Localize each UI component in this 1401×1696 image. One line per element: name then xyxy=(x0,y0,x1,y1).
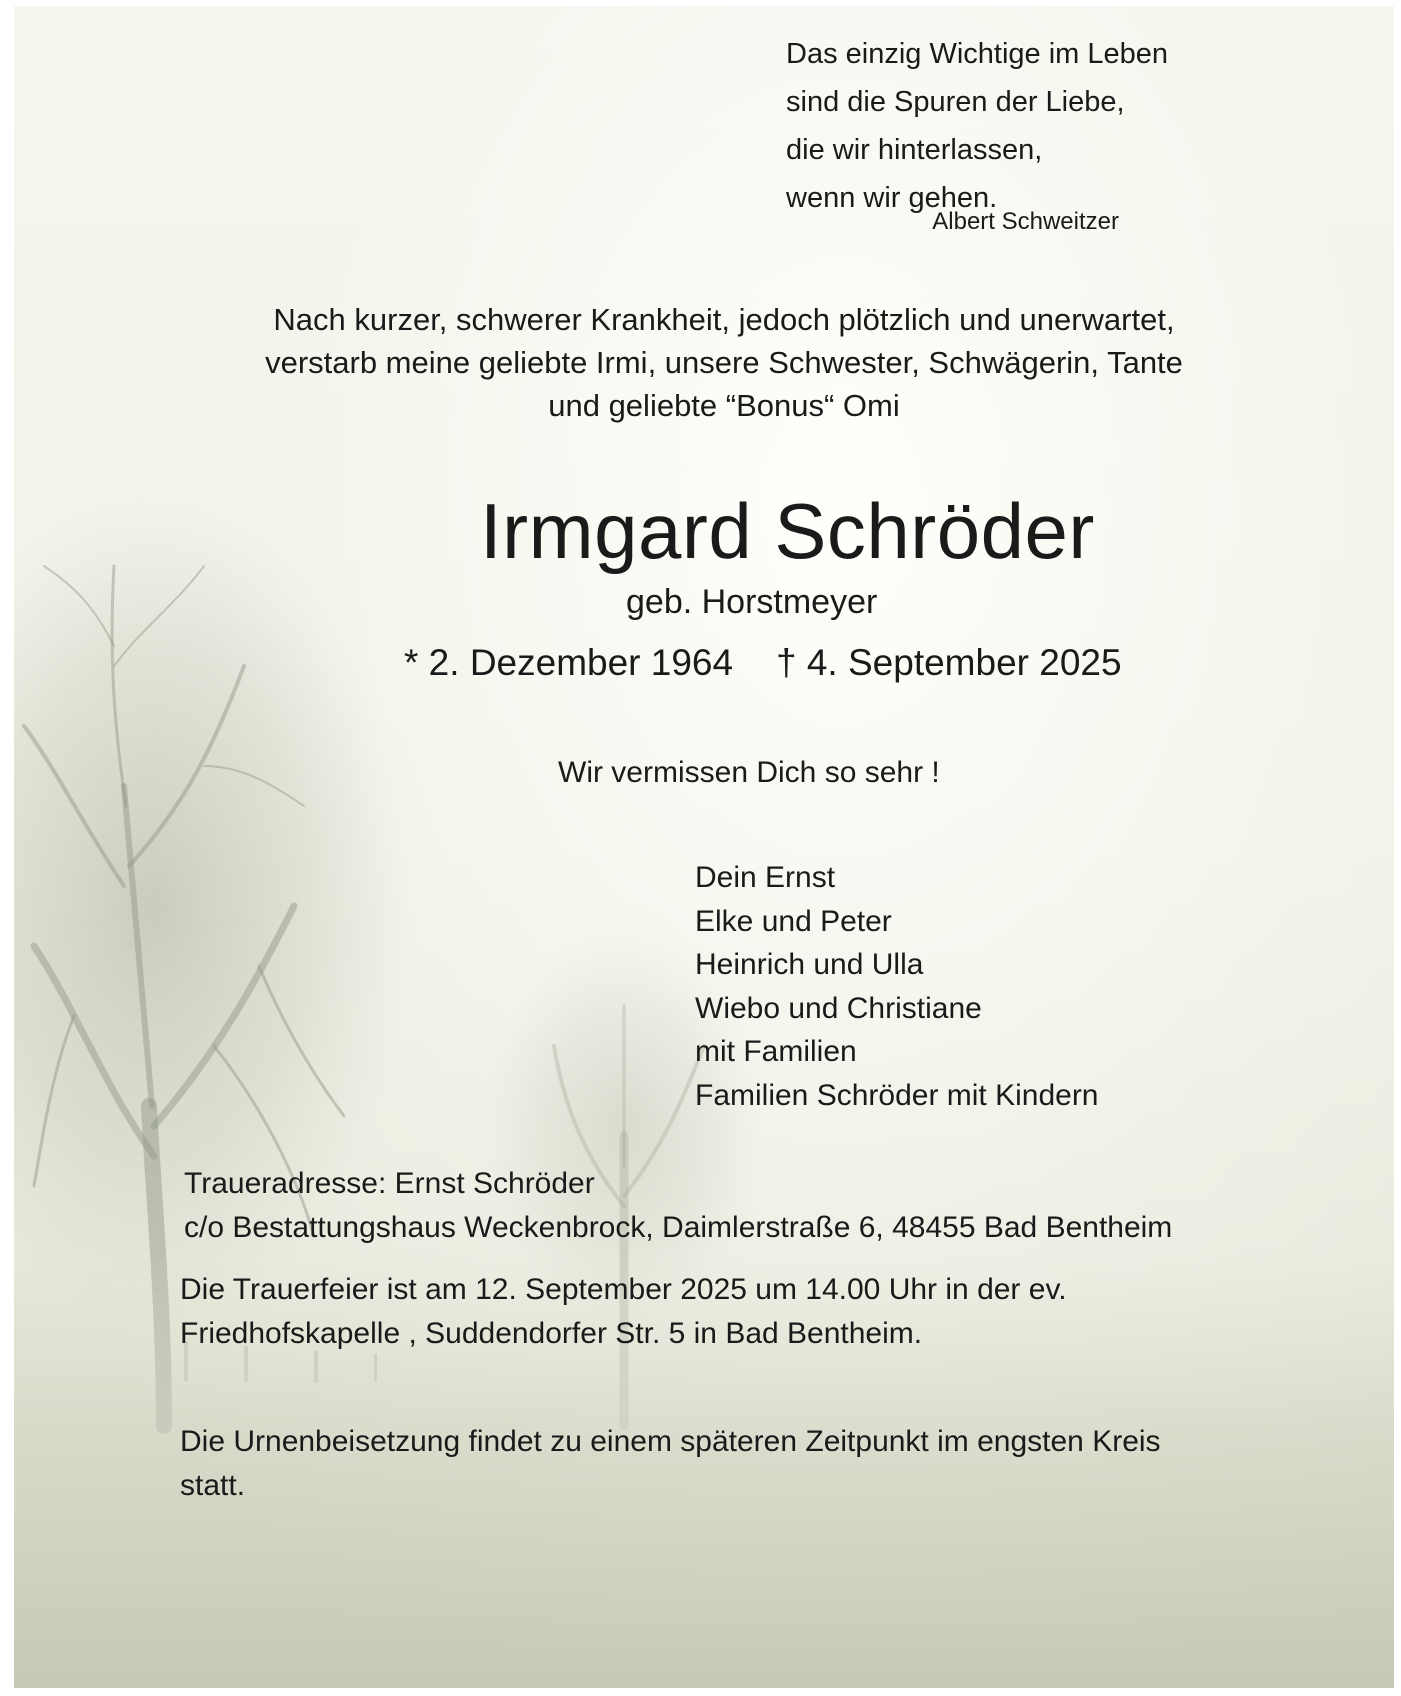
mourner: Elke und Peter xyxy=(695,904,892,938)
mourner: mit Familien xyxy=(695,1035,857,1068)
quote-line: sind die Spuren der Liebe, xyxy=(786,86,1125,118)
urn-burial xyxy=(180,1420,1161,1508)
intro-line: verstarb meine geliebte Irmi, unsere Schwester, Schwägerin, Tante xyxy=(265,345,1183,380)
mourner: Wiebo und Christiane xyxy=(695,991,982,1025)
death-date: † 4. September 2025 xyxy=(776,642,1122,683)
birth-date: * 2. Dezember 1964 xyxy=(404,642,734,683)
deceased-name: Irmgard Schröder xyxy=(480,487,1095,575)
funeral-ceremony xyxy=(180,1268,1067,1356)
quote-line: Das einzig Wichtige im Leben xyxy=(786,38,1169,70)
address-line: Traueradresse: Ernst Schröder xyxy=(184,1167,595,1200)
mourning-address xyxy=(184,1162,1172,1250)
ceremony-line: Friedhofskapelle , Suddendorfer Str. 5 in Bad Bentheim. xyxy=(180,1317,923,1350)
mourner: Heinrich und Ulla xyxy=(695,948,924,981)
quote-author: Albert Schweitzer xyxy=(932,208,1119,235)
address-line: c/o Bestattungshaus Weckenbrock, Daimlerstraße 6, 48455 Bad Bentheim xyxy=(184,1211,1173,1244)
burial-line: statt. xyxy=(180,1469,246,1502)
intro-text xyxy=(14,298,1394,427)
quote-line: wenn wir gehen. xyxy=(786,182,998,214)
mourner: Familien Schröder mit Kindern xyxy=(695,1078,1099,1112)
mourner: Dein Ernst xyxy=(695,861,836,894)
quote xyxy=(786,30,1168,222)
intro-line: Nach kurzer, schwerer Krankheit, jedoch plötzlich und unerwartet, xyxy=(273,302,1175,337)
ceremony-line: Die Trauerfeier ist am 12. September 2025 um 14.00 Uhr in der ev. xyxy=(180,1273,1067,1306)
mourners-list xyxy=(695,856,1099,1117)
farewell-message: Wir vermissen Dich so sehr ! xyxy=(558,756,940,789)
burial-line: Die Urnenbeisetzung findet zu einem späteren Zeitpunkt im engsten Kreis xyxy=(180,1425,1161,1458)
quote-line: die wir hinterlassen, xyxy=(786,134,1043,166)
maiden-name: geb. Horstmeyer xyxy=(626,583,878,621)
intro-line: und geliebte “Bonus“ Omi xyxy=(548,388,900,423)
obituary-card xyxy=(14,6,1394,1688)
